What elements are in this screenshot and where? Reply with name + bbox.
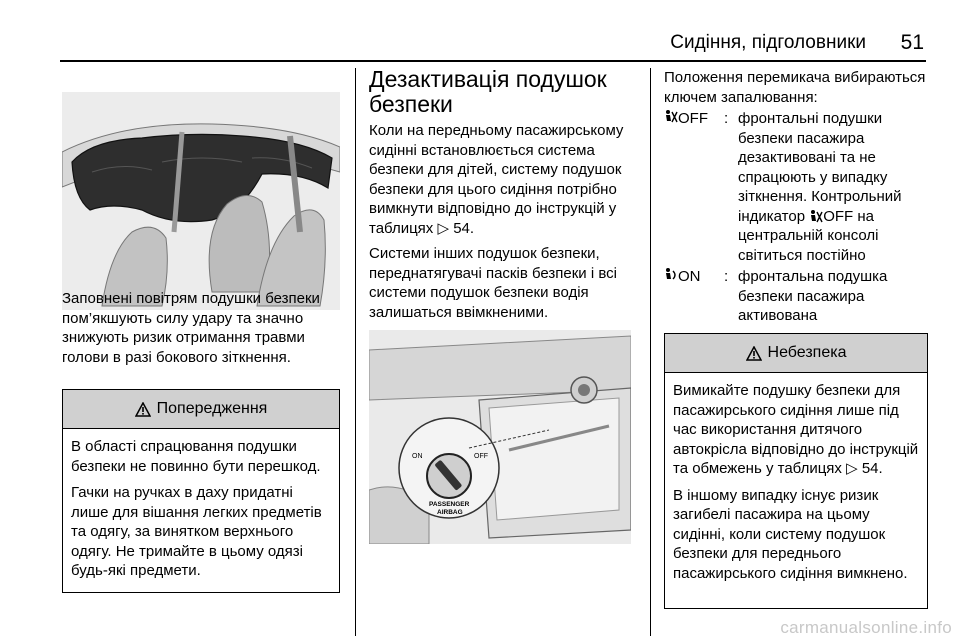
danger-header [665, 334, 927, 373]
switch-airbag-label: AIRBAG [437, 509, 463, 516]
option-key-off [664, 109, 724, 265]
page-ref-arrow-icon: ▷ [846, 460, 858, 477]
figure-caption: Заповнені повітрям подушки безпеки пом’якшують силу удару та значно знижують ризик отримання травми голови в разі бокового зіткнення. [62, 290, 320, 366]
paragraph-1 [369, 121, 637, 238]
page-header [0, 0, 960, 60]
warning-paragraph-1: В області спрацювання подушки безпеки не повинно бути перешкод. [71, 438, 321, 475]
danger-paragraph-2: В іншому випадку існує ризик загибелі пасажира на цьому сидінні, коли систему подушок безпеки для переднього пасажирського сидіння вимкнено. [673, 486, 908, 582]
column-divider-left [355, 68, 356, 636]
option-desc-off [738, 109, 928, 265]
danger-paragraph-1-ref: 54. [861, 460, 883, 477]
column-divider-right [650, 68, 651, 636]
section-heading: Дезактивація подушок безпеки [369, 66, 607, 117]
airbag-off-indicator-icon [809, 209, 823, 223]
column-2 [369, 60, 637, 516]
curtain-airbag-figure [62, 92, 340, 310]
danger-paragraph-1-text: Вимикайте подушку безпеки для пасажирського сидіння лише під час використання дитячого автокрісла відповідно до інструкцій та обмежень у таблицях [673, 382, 919, 477]
option-colon: : [724, 268, 729, 285]
airbag-on-icon [664, 267, 678, 281]
paragraph-1-text: Коли на передньому пасажирському сидінні встановлюється система безпеки для дітей, систему подушок безпеки для цього сидіння потрібно вимкнути відповідно до інструкцій у таблицях [369, 122, 624, 237]
airbag-off-icon [664, 109, 678, 123]
warning-title: Попередження [156, 400, 268, 418]
option-key-on-label: ON [678, 268, 701, 285]
header-title: Сидіння, підголовники [670, 32, 866, 53]
switch-passenger-label: PASSENGER [429, 501, 470, 508]
switch-off-label: OFF [474, 453, 488, 460]
column-3 [664, 60, 928, 582]
switch-on-label: ON [412, 453, 423, 460]
danger-paragraph-1 [673, 381, 919, 479]
option-desc-on: фронтальна подушка безпеки пасажира активована [738, 268, 888, 324]
warning-triangle-icon [135, 402, 151, 417]
switch-intro: Положення перемикача вибираються ключем запалювання: [664, 69, 926, 106]
curtain-airbag-illustration [62, 92, 340, 310]
paragraph-1-ref: 54. [453, 219, 475, 237]
warning-header [63, 390, 339, 429]
option-desc-off-key: OFF [823, 207, 854, 225]
option-desc-off-text-a: фронтальні подушки безпеки пасажира дезактивовані та не спрацюють у випадку зіткнення. Контрольний індикатор [738, 110, 902, 225]
warning-paragraph-2: Гачки на ручках в даху придатні лише для вішання легких предметів та одягу, за винятком верхнього одягу. Не тримайте в цьому одязі будь-які предмети. [71, 484, 322, 579]
airbag-switch-illustration [369, 330, 631, 544]
option-desc-off-text-b: на центральній консолі світиться постійно [738, 207, 879, 264]
footer-watermark-url: carmanualsonline.info [780, 618, 952, 637]
option-colon: : [724, 110, 729, 127]
option-row-off [664, 109, 928, 265]
warning-box [62, 389, 340, 593]
option-key-off-label: OFF [678, 110, 708, 127]
danger-box [664, 333, 928, 609]
airbag-switch-figure [369, 330, 631, 544]
page-ref-arrow-icon: ▷ [437, 219, 450, 237]
danger-title: Небезпека [767, 344, 847, 362]
paragraph-2: Системи інших подушок безпеки, переднатягувачі пасків безпеки і всі системи подушок безпеки водія залишаться ввімкненими. [369, 245, 617, 321]
option-key-on [664, 267, 724, 326]
option-row-on [664, 267, 928, 326]
warning-triangle-icon [746, 346, 762, 361]
page-number: 51 [900, 31, 924, 54]
